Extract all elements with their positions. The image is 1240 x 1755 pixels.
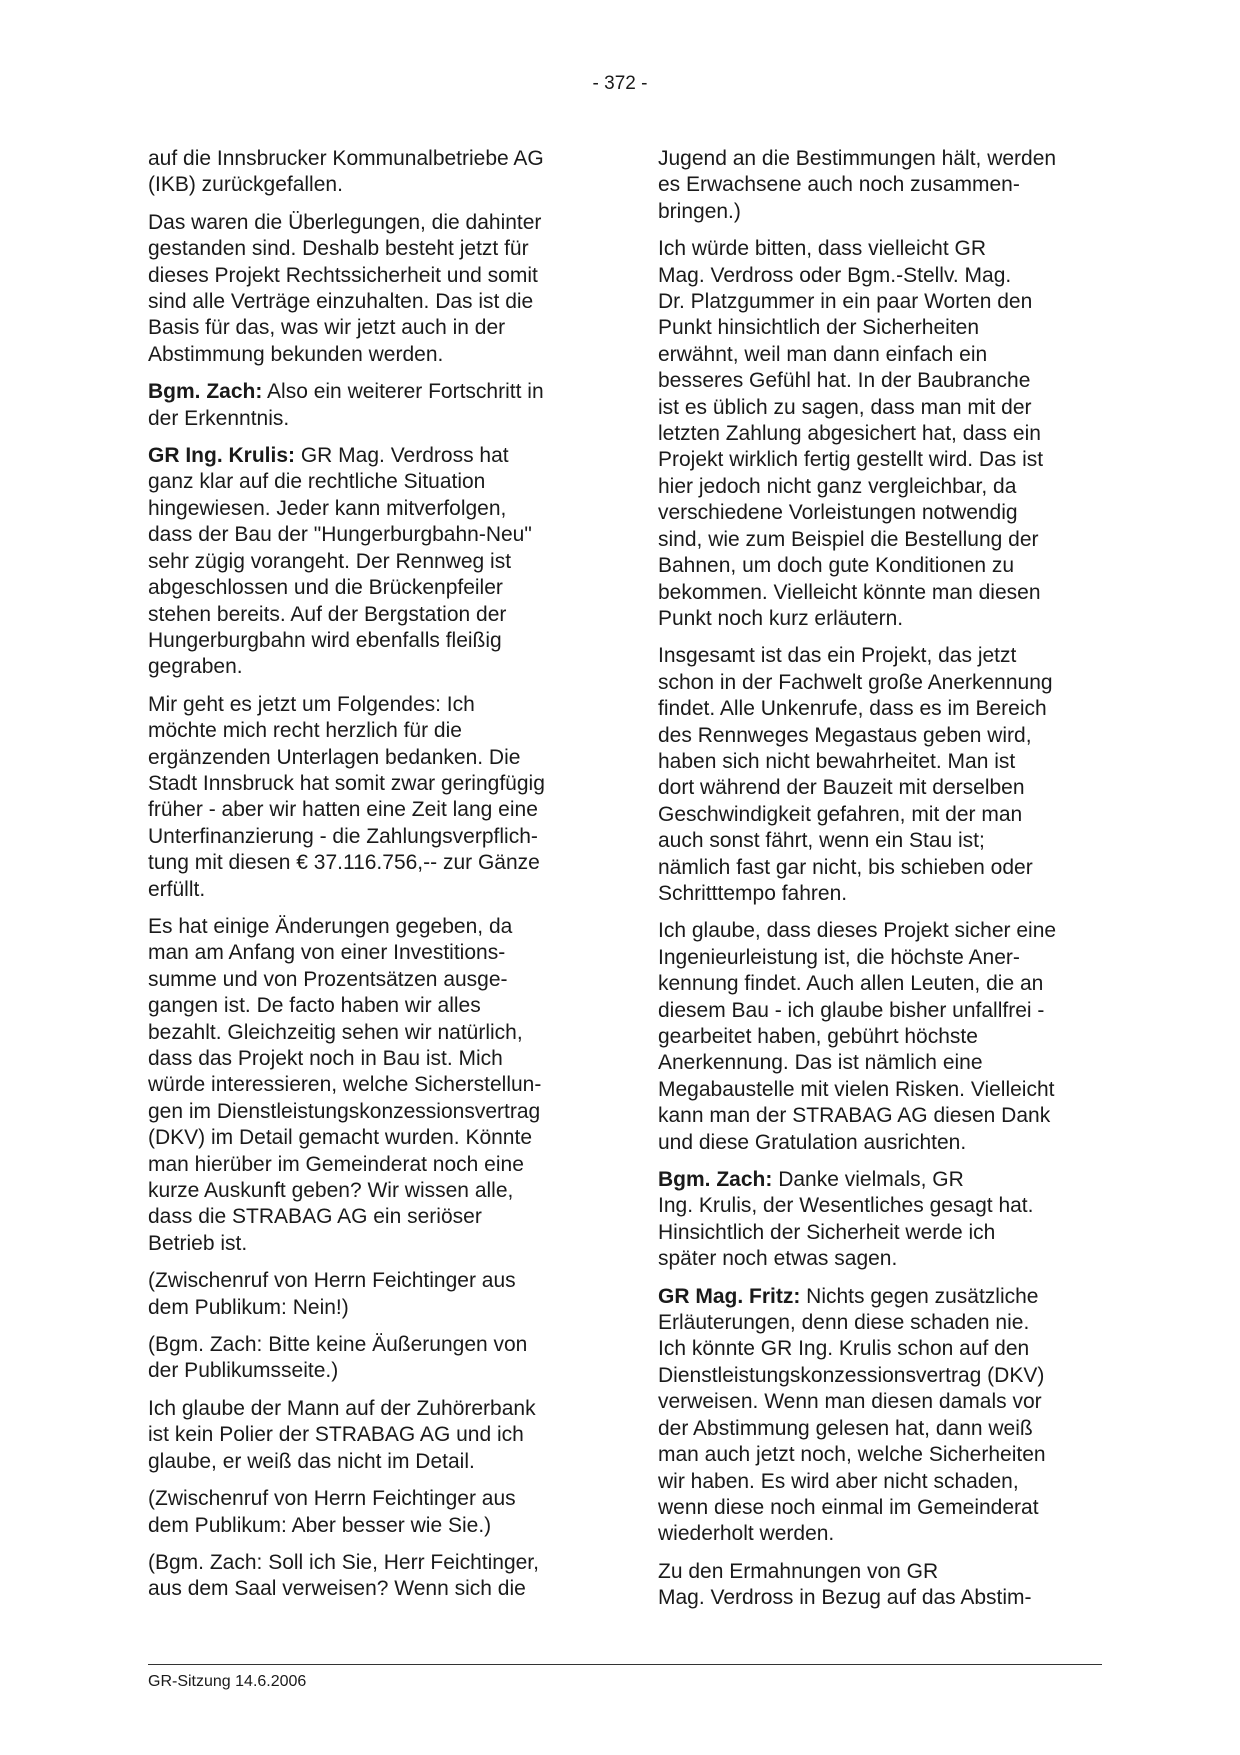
page-number: - 372 - bbox=[592, 73, 648, 94]
paragraph bbox=[148, 1550, 590, 1603]
footer-divider bbox=[148, 1664, 1102, 1665]
speaker-name: Bgm. Zach: bbox=[148, 380, 263, 404]
paragraph bbox=[148, 1486, 590, 1539]
paragraph bbox=[148, 210, 590, 368]
paragraph bbox=[658, 146, 1102, 225]
paragraph bbox=[148, 146, 590, 199]
paragraph bbox=[658, 643, 1102, 907]
paragraph-text: Nichts gegen zusätzliche Erläuterungen, denn diese schaden nie. Ich könnte GR Ing. Krulis schon auf den Dienstleistungskonzessionsvertrag (DKV) verweisen. Wenn man diesen damals vor der Abstimmung gelesen hat, dann weiß man auch jetzt noch, welche Sicherheiten wir haben. Es wird aber nicht schaden, wenn diese noch einmal im Gemeinderat wiederholt werden. bbox=[658, 1284, 1046, 1546]
paragraph-text: Mir geht es jetzt um Folgendes: Ich möchte mich recht herzlich für die ergänzenden Unterlagen bedanken. Die Stadt Innsbruck hat somit zwar geringfügig früher - aber wir hatten eine Zeit lang eine Unterfinanzierung - die Zahlungsverpflich- tung mit diesen € 37.116.756,-- zur Gänze erfüllt. bbox=[148, 692, 545, 901]
paragraph bbox=[148, 443, 590, 681]
speaker-name: GR Mag. Fritz: bbox=[658, 1284, 801, 1308]
paragraph bbox=[148, 1268, 590, 1321]
left-column bbox=[148, 146, 590, 1614]
paragraph bbox=[148, 379, 590, 432]
paragraph bbox=[148, 692, 590, 903]
paragraph bbox=[658, 1559, 1102, 1612]
paragraph-text: Insgesamt ist das ein Projekt, das jetzt schon in der Fachwelt große Anerkennung findet. Alle Unkenrufe, dass es im Bereich des Rennweges Megastaus geben wird, haben sich nicht bewahrheitet. Man ist dort während der Bauzeit mit derselben Geschwindigkeit gefahren, mit der man auch sonst fährt, wenn ein Stau ist; nämlich fast gar nicht, bis schieben oder Schritttempo fahren. bbox=[658, 644, 1053, 905]
paragraph-text: (Bgm. Zach: Soll ich Sie, Herr Feichtinger, aus dem Saal verweisen? Wenn sich die bbox=[148, 1550, 539, 1601]
paragraph-text: Das waren die Überlegungen, die dahinter gestanden sind. Deshalb besteht jetzt für dieses Projekt Rechtssicherheit und somit sind alle Verträge einzuhalten. Das ist die Basis für das, was wir jetzt auch in der Abstimmung bekunden werden. bbox=[148, 210, 542, 366]
paragraph bbox=[658, 1284, 1102, 1548]
paragraph-text: Ich glaube, dass dieses Projekt sicher eine Ingenieurleistung ist, die höchste Aner- kennung findet. Auch allen Leuten, die an diesem Bau - ich glaube bisher unfallfrei - gearbeitet haben, gebührt höchste Anerkennung. Das ist nämlich eine Megabaustelle mit vielen Risken. Vielleicht kann man der STRABAG AG diesen Dank und diese Gratulation ausrichten. bbox=[658, 919, 1057, 1154]
paragraph-text: Ich glaube der Mann auf der Zuhörerbank ist kein Polier der STRABAG AG und ich glaube, er weiß das nicht im Detail. bbox=[148, 1396, 536, 1473]
footer-session-date: GR-Sitzung 14.6.2006 bbox=[148, 1673, 307, 1690]
paragraph-text: GR Mag. Verdross hat ganz klar auf die rechtliche Situation hingewiesen. Jeder kann mitverfolgen, dass der Bau der "Hungerburgbahn-Neu" sehr zügig vorangeht. Der Rennweg ist abgeschlossen und die Brückenpfeiler stehen bereits. Auf der Bergstation der Hungerburgbahn wird ebenfalls fleißig gegraben. bbox=[148, 444, 532, 679]
paragraph bbox=[658, 918, 1102, 1156]
paragraph-text: Jugend an die Bestimmungen hält, werden es Erwachsene auch noch zusammen- bringen.) bbox=[658, 147, 1057, 223]
paragraph bbox=[658, 236, 1102, 632]
paragraph-text: Also ein weiterer Fortschritt in der Erkenntnis. bbox=[148, 380, 544, 430]
paragraph-text: (Zwischenruf von Herrn Feichtinger aus dem Publikum: Nein!) bbox=[148, 1269, 516, 1319]
paragraph-text: Danke vielmals, GR Ing. Krulis, der Wesentliches gesagt hat. Hinsichtlich der Sicherheit werde ich später noch etwas sagen. bbox=[658, 1168, 1034, 1271]
paragraph-text: Zu den Ermahnungen von GR Mag. Verdross in Bezug auf das Abstim- bbox=[658, 1559, 1032, 1610]
paragraph-text: (Zwischenruf von Herrn Feichtinger aus dem Publikum: Aber besser wie Sie.) bbox=[148, 1487, 516, 1537]
paragraph-text: (Bgm. Zach: Bitte keine Äußerungen von der Publikumsseite.) bbox=[148, 1333, 528, 1383]
paragraph-text: auf die Innsbrucker Kommunalbetriebe AG (IKB) zurückgefallen. bbox=[148, 147, 544, 197]
paragraph bbox=[148, 1332, 590, 1385]
paragraph bbox=[148, 914, 590, 1257]
paragraph-text: Es hat einige Änderungen gegeben, da man am Anfang von einer Investitions- summe und von Prozentsätzen ausge- gangen ist. De facto haben wir alles bezahlt. Gleichzeitig sehen wir natürlich, dass das Projekt noch in Bau ist. Mich würde interessieren, welche Sicherstellun- gen im Dienstleistungskonzessionsvertrag (DKV) im Detail gemacht wurden. Könnte man hierüber im Gemeinderat noch eine kurze Auskunft geben? Wir wissen alle, dass die STRABAG AG ein seriöser Betrieb ist. bbox=[148, 914, 542, 1255]
paragraph bbox=[658, 1167, 1102, 1273]
paragraph-text: Ich würde bitten, dass vielleicht GR Mag. Verdross oder Bgm.-Stellv. Mag. Dr. Platzgummer in ein paar Worten den Punkt hinsichtlich der Sicherheiten erwähnt, weil man dann einfach ein besseres Gefühl hat. In der Baubranche ist es üblich zu sagen, dass man mit der letzten Zahlung abgesichert hat, dass ein Projekt wirklich fertig gestellt wird. Das ist hier jedoch nicht ganz vergleichbar, da verschiedene Vorleistungen notwendig sind, wie zum Beispiel die Bestellung der Bahnen, um doch gute Konditionen zu bekommen. Vielleicht könnte man diesen Punkt noch kurz erläutern. bbox=[658, 237, 1044, 630]
speaker-name: GR Ing. Krulis: bbox=[148, 444, 295, 468]
right-column bbox=[658, 146, 1102, 1623]
speaker-name: Bgm. Zach: bbox=[658, 1168, 773, 1192]
paragraph bbox=[148, 1396, 590, 1475]
